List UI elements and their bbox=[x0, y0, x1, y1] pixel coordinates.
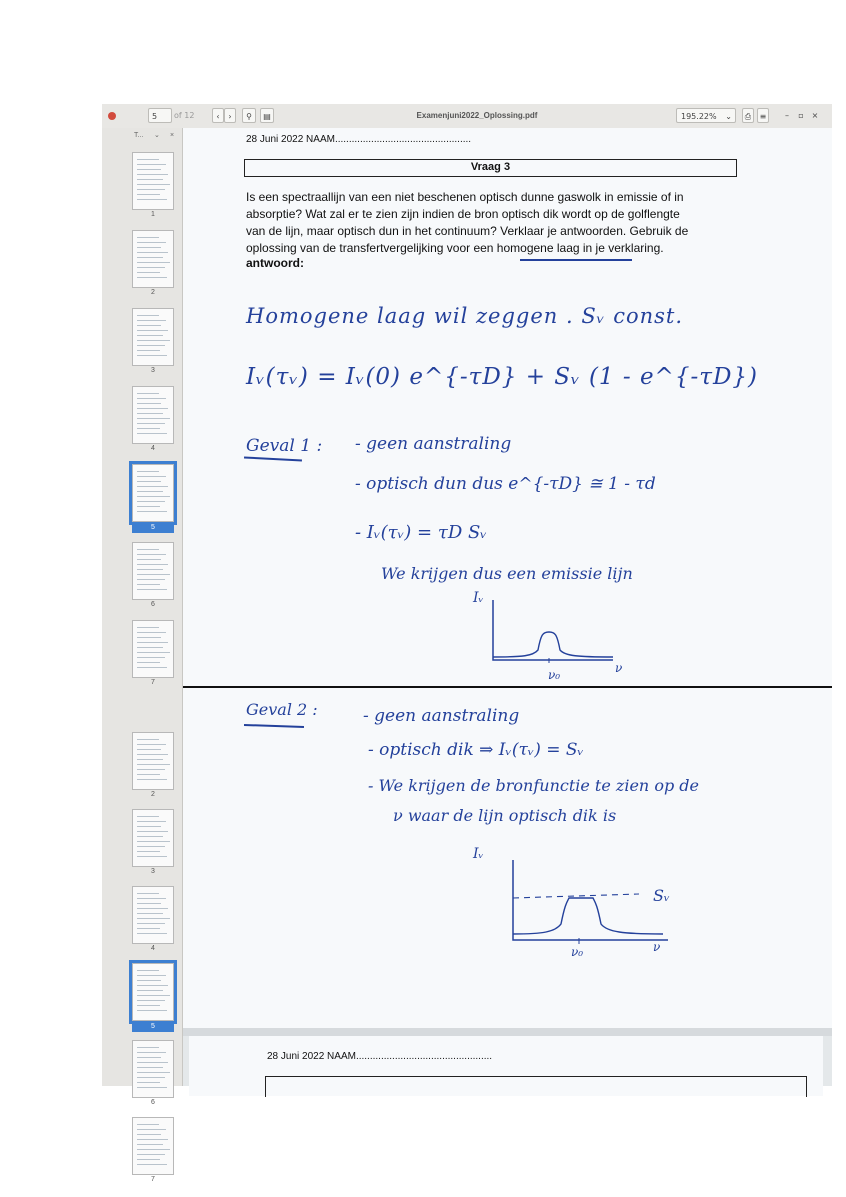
page-total: of 12 bbox=[174, 111, 195, 120]
thumbnail-line bbox=[137, 574, 170, 575]
thumbnail-line bbox=[137, 990, 163, 991]
thumbnail-line bbox=[137, 403, 161, 404]
thumbnail-line bbox=[137, 501, 165, 502]
thumbnail-line bbox=[137, 584, 160, 585]
hand-case2-c: - We krijgen de bronfunctie te zien op de bbox=[368, 776, 699, 795]
plot2-peak-label: ν₀ bbox=[571, 945, 584, 959]
thumbnail-line bbox=[137, 1134, 161, 1135]
thumbnail-line bbox=[137, 433, 167, 434]
thumbnail-line bbox=[137, 632, 166, 633]
thumbnail-line bbox=[137, 579, 165, 580]
page-thumbnail[interactable] bbox=[132, 963, 174, 1021]
thumbnail-line bbox=[137, 642, 168, 643]
plot2-xlabel: ν bbox=[653, 940, 661, 954]
thumbnail-line bbox=[137, 345, 165, 346]
question-title: Vraag 3 bbox=[470, 161, 511, 173]
hand-case2-label: Geval 2 : bbox=[246, 700, 318, 719]
thumbnail-line bbox=[137, 1159, 160, 1160]
page-thumbnail[interactable] bbox=[132, 732, 174, 790]
hand-case2-a: - geen aanstraling bbox=[363, 706, 520, 726]
thumbnail-line bbox=[137, 627, 159, 628]
thumbnail-line bbox=[137, 315, 159, 316]
plot1-ylabel: Iᵥ bbox=[473, 590, 484, 606]
download-icon[interactable]: ⎙ bbox=[742, 108, 754, 123]
thumbnail-line bbox=[137, 554, 166, 555]
menu-icon[interactable]: ≡ bbox=[757, 108, 769, 123]
thumbnail-line bbox=[137, 350, 160, 351]
thumbnail-line bbox=[137, 769, 165, 770]
zoom-value: 195.22% bbox=[681, 112, 717, 121]
underline-mark bbox=[520, 259, 632, 261]
close-icon[interactable]: × bbox=[811, 111, 819, 120]
thumbnail-line bbox=[137, 277, 167, 278]
hand-equation: Iᵥ(τᵥ) = Iᵥ(0) e^{-τD} + Sᵥ (1 - e^{-τD}) bbox=[246, 364, 759, 390]
thumbnail-line bbox=[137, 821, 166, 822]
thumbnail-line bbox=[137, 1082, 160, 1083]
thumbnail-line bbox=[137, 970, 159, 971]
thumbnail-line bbox=[137, 159, 159, 160]
thumbnail-label: 4 bbox=[151, 445, 155, 452]
document-view bbox=[183, 128, 832, 1086]
page-thumbnail[interactable] bbox=[132, 152, 174, 210]
sidebar-header bbox=[102, 128, 182, 144]
window-title: Examenjuni2022_Oplossing.pdf bbox=[416, 111, 538, 120]
thumbnail-line bbox=[137, 975, 166, 976]
answer-label: antwoord: bbox=[246, 256, 304, 270]
thumbnail-line bbox=[137, 355, 167, 356]
thumbnail-line bbox=[137, 739, 159, 740]
thumbnail-line bbox=[137, 995, 170, 996]
page-thumbnail[interactable] bbox=[132, 886, 174, 944]
plot2-ylabel: Iᵥ bbox=[473, 846, 484, 862]
thumbnail-line bbox=[137, 252, 168, 253]
prev-page-button[interactable]: ‹ bbox=[212, 108, 224, 123]
thumbnail-label: 7 bbox=[151, 1176, 155, 1183]
thumbnail-line bbox=[137, 320, 166, 321]
hand-case2-d: ν waar de lijn optisch dik is bbox=[393, 806, 617, 825]
thumbnail-label: 2 bbox=[151, 289, 155, 296]
page-thumbnail[interactable] bbox=[132, 542, 174, 600]
thumbnail-line bbox=[137, 779, 167, 780]
thumbnail-line bbox=[137, 393, 159, 394]
thumbnail-line bbox=[137, 418, 170, 419]
thumbnail-line bbox=[137, 237, 159, 238]
thumbnail-line bbox=[137, 764, 170, 765]
plot2-level-label: Sᵥ bbox=[653, 886, 670, 905]
hand-case1-label: Geval 1 : bbox=[246, 436, 323, 456]
thumbnail-line bbox=[137, 267, 165, 268]
next-page-header: 28 Juni 2022 NAAM................................................. bbox=[267, 1051, 493, 1062]
thumbnail-label: 6 bbox=[151, 601, 155, 608]
source-function-sketch bbox=[503, 858, 673, 958]
thumbnail-line bbox=[137, 330, 168, 331]
hand-line-homogeen: Homogene laag wil zeggen . Sᵥ const. bbox=[246, 304, 684, 328]
thumbnail-line bbox=[137, 662, 160, 663]
pdf-page-next bbox=[189, 1036, 823, 1096]
thumbnail-line bbox=[137, 1047, 159, 1048]
thumbnail-line bbox=[137, 589, 167, 590]
thumbnail-line bbox=[137, 816, 159, 817]
thumbnail-line bbox=[137, 744, 166, 745]
thumbnail-line bbox=[137, 169, 161, 170]
thumbnail-line bbox=[137, 564, 168, 565]
app-icon bbox=[106, 108, 120, 123]
next-question-box bbox=[265, 1076, 807, 1097]
thumbnail-line bbox=[137, 637, 161, 638]
thumbnail-line bbox=[137, 1067, 163, 1068]
thumbnail-line bbox=[137, 851, 160, 852]
question-box bbox=[244, 159, 737, 177]
thumbnail-line bbox=[137, 903, 161, 904]
hand-case1-d: We krijgen dus een emissie lijn bbox=[381, 564, 633, 583]
thumbnail-line bbox=[137, 1077, 165, 1078]
question-line: absorptie? Wat zal er te zien zijn indien de bron optisch dik wordt op de golflengte bbox=[246, 207, 680, 221]
page-thumbnail[interactable] bbox=[132, 1117, 174, 1175]
thumbnail-line bbox=[137, 841, 170, 842]
chevron-down-icon[interactable]: ⌄ bbox=[154, 132, 160, 139]
plot1-xlabel: ν bbox=[615, 661, 623, 675]
thumbnail-line bbox=[137, 826, 161, 827]
thumbnail-line bbox=[137, 486, 168, 487]
thumbnail-line bbox=[137, 774, 160, 775]
thumbnail-label: 5 bbox=[132, 1022, 174, 1032]
thumbnail-line bbox=[137, 476, 166, 477]
page-thumbnail[interactable] bbox=[132, 386, 174, 444]
hand-case1-a: - geen aanstraling bbox=[355, 434, 512, 454]
thumbnail-line bbox=[137, 754, 168, 755]
page-thumbnail[interactable] bbox=[132, 230, 174, 288]
thumbnail-label: 3 bbox=[151, 367, 155, 374]
thumbnail-line bbox=[137, 657, 165, 658]
thumbnail-line bbox=[137, 242, 166, 243]
thumbnail-line bbox=[137, 194, 160, 195]
case2-underline bbox=[244, 724, 304, 728]
thumbnail-line bbox=[137, 184, 170, 185]
thumbnail-label: 6 bbox=[151, 1099, 155, 1106]
page-number-input[interactable]: 5 bbox=[148, 108, 172, 123]
thumbnail-line bbox=[137, 918, 170, 919]
thumbnail-line bbox=[137, 749, 161, 750]
thumbnail-line bbox=[137, 1062, 168, 1063]
thumbnail-line bbox=[137, 647, 163, 648]
thumbnail-line bbox=[137, 980, 161, 981]
thumbnail-line bbox=[137, 1000, 165, 1001]
pdf-page-bottom bbox=[183, 688, 832, 1028]
thumbnail-line bbox=[137, 481, 161, 482]
thumbnail-line bbox=[137, 428, 160, 429]
thumbnail-line bbox=[137, 511, 167, 512]
sidebar-close-icon[interactable]: × bbox=[170, 132, 175, 139]
thumbnail-sidebar bbox=[102, 128, 183, 1183]
chevron-down-icon: ⌄ bbox=[725, 112, 732, 121]
question-line: van de lijn, maar optisch dun in het continuum? Verklaar je antwoorden. Gebruik de bbox=[246, 224, 689, 238]
thumbnail-line bbox=[137, 831, 168, 832]
zoom-select[interactable] bbox=[676, 108, 736, 123]
page-thumbnail[interactable] bbox=[132, 1040, 174, 1098]
thumbnail-line bbox=[137, 174, 168, 175]
page-thumbnail[interactable] bbox=[132, 308, 174, 366]
thumbnail-line bbox=[137, 189, 165, 190]
thumbnail-line bbox=[137, 928, 160, 929]
thumbnail-label: 5 bbox=[132, 523, 174, 533]
thumbnail-line bbox=[137, 985, 168, 986]
thumbnail-line bbox=[137, 1087, 167, 1088]
thumbnail-label: 3 bbox=[151, 868, 155, 875]
thumbnail-label: 1 bbox=[151, 211, 155, 218]
thumbnail-label: 4 bbox=[151, 945, 155, 952]
thumbnail-line bbox=[137, 559, 161, 560]
pdf-page-top bbox=[183, 128, 832, 686]
thumbnail-line bbox=[137, 179, 163, 180]
thumbnail-line bbox=[137, 1052, 166, 1053]
hand-case1-c: - Iᵥ(τᵥ) = τD Sᵥ bbox=[355, 522, 488, 543]
pdf-viewer-window bbox=[102, 104, 832, 1183]
thumbnail-line bbox=[137, 836, 163, 837]
thumbnail-line bbox=[137, 893, 159, 894]
thumbnail-line bbox=[137, 272, 160, 273]
page-header: 28 Juni 2022 NAAM................................................. bbox=[246, 134, 472, 145]
thumbnail-line bbox=[137, 496, 170, 497]
page-thumbnail[interactable] bbox=[132, 464, 174, 522]
maximize-icon[interactable]: ▫ bbox=[798, 111, 804, 120]
thumbnail-line bbox=[137, 491, 163, 492]
thumbnail-line bbox=[137, 1010, 167, 1011]
thumbnail-line bbox=[137, 856, 167, 857]
thumbnail-line bbox=[137, 1154, 165, 1155]
toolbar bbox=[102, 104, 832, 129]
thumbnail-line bbox=[137, 471, 159, 472]
minimize-icon[interactable]: – bbox=[785, 111, 789, 120]
thumbnail-line bbox=[137, 164, 166, 165]
thumbnail-line bbox=[137, 413, 163, 414]
thumbnail-line bbox=[137, 398, 166, 399]
thumbnail-line bbox=[137, 898, 166, 899]
hand-case1-b: - optisch dun dus e^{-τD} ≅ 1 - τd bbox=[355, 474, 656, 494]
hand-case2-b: - optisch dik ⇒ Iᵥ(τᵥ) = Sᵥ bbox=[368, 740, 584, 760]
plot1-peak-label: ν₀ bbox=[548, 668, 561, 682]
thumbnail-line bbox=[137, 759, 163, 760]
thumbnail-line bbox=[137, 1124, 159, 1125]
thumbnail-line bbox=[137, 199, 167, 200]
thumbnail-line bbox=[137, 1129, 166, 1130]
thumbnail-line bbox=[137, 667, 167, 668]
thumbnail-line bbox=[137, 652, 170, 653]
thumbnail-line bbox=[137, 423, 165, 424]
thumbnail-line bbox=[137, 933, 167, 934]
question-line: Is een spectraallijn van een niet beschenen optisch dunne gaswolk in emissie of in bbox=[246, 190, 684, 204]
search-icon[interactable]: ⚲ bbox=[242, 108, 256, 123]
thumbnail-line bbox=[137, 506, 160, 507]
thumbnail-line bbox=[137, 262, 170, 263]
view-mode-icon[interactable]: ▤ bbox=[260, 108, 274, 123]
thumbnail-line bbox=[137, 1144, 163, 1145]
thumbnail-line bbox=[137, 247, 161, 248]
thumbnail-line bbox=[137, 325, 161, 326]
page-thumbnail[interactable] bbox=[132, 809, 174, 867]
question-line: oplossing van de transfertvergelijking voor een homogene laag in je verklaring. bbox=[246, 241, 664, 255]
page-thumbnail[interactable] bbox=[132, 620, 174, 678]
thumbnail-line bbox=[137, 923, 165, 924]
sidebar-mode-label[interactable]: T... bbox=[134, 132, 144, 139]
thumbnail-line bbox=[137, 549, 159, 550]
thumbnail-line bbox=[137, 1005, 160, 1006]
thumbnail-line bbox=[137, 908, 168, 909]
thumbnail-label: 7 bbox=[151, 679, 155, 686]
case1-underline bbox=[244, 456, 302, 461]
thumbnail-line bbox=[137, 913, 163, 914]
thumbnail-line bbox=[137, 846, 165, 847]
thumbnail-line bbox=[137, 257, 163, 258]
thumbnail-line bbox=[137, 1072, 170, 1073]
thumbnail-line bbox=[137, 1149, 170, 1150]
thumbnail-line bbox=[137, 408, 168, 409]
thumbnail-label: 2 bbox=[151, 791, 155, 798]
page-gap bbox=[183, 1028, 832, 1036]
thumbnail-line bbox=[137, 340, 170, 341]
thumbnail-line bbox=[137, 1164, 167, 1165]
thumbnail-line bbox=[137, 1139, 168, 1140]
thumbnail-line bbox=[137, 335, 163, 336]
next-page-button[interactable]: › bbox=[224, 108, 236, 123]
thumbnail-line bbox=[137, 1057, 161, 1058]
thumbnail-line bbox=[137, 569, 163, 570]
